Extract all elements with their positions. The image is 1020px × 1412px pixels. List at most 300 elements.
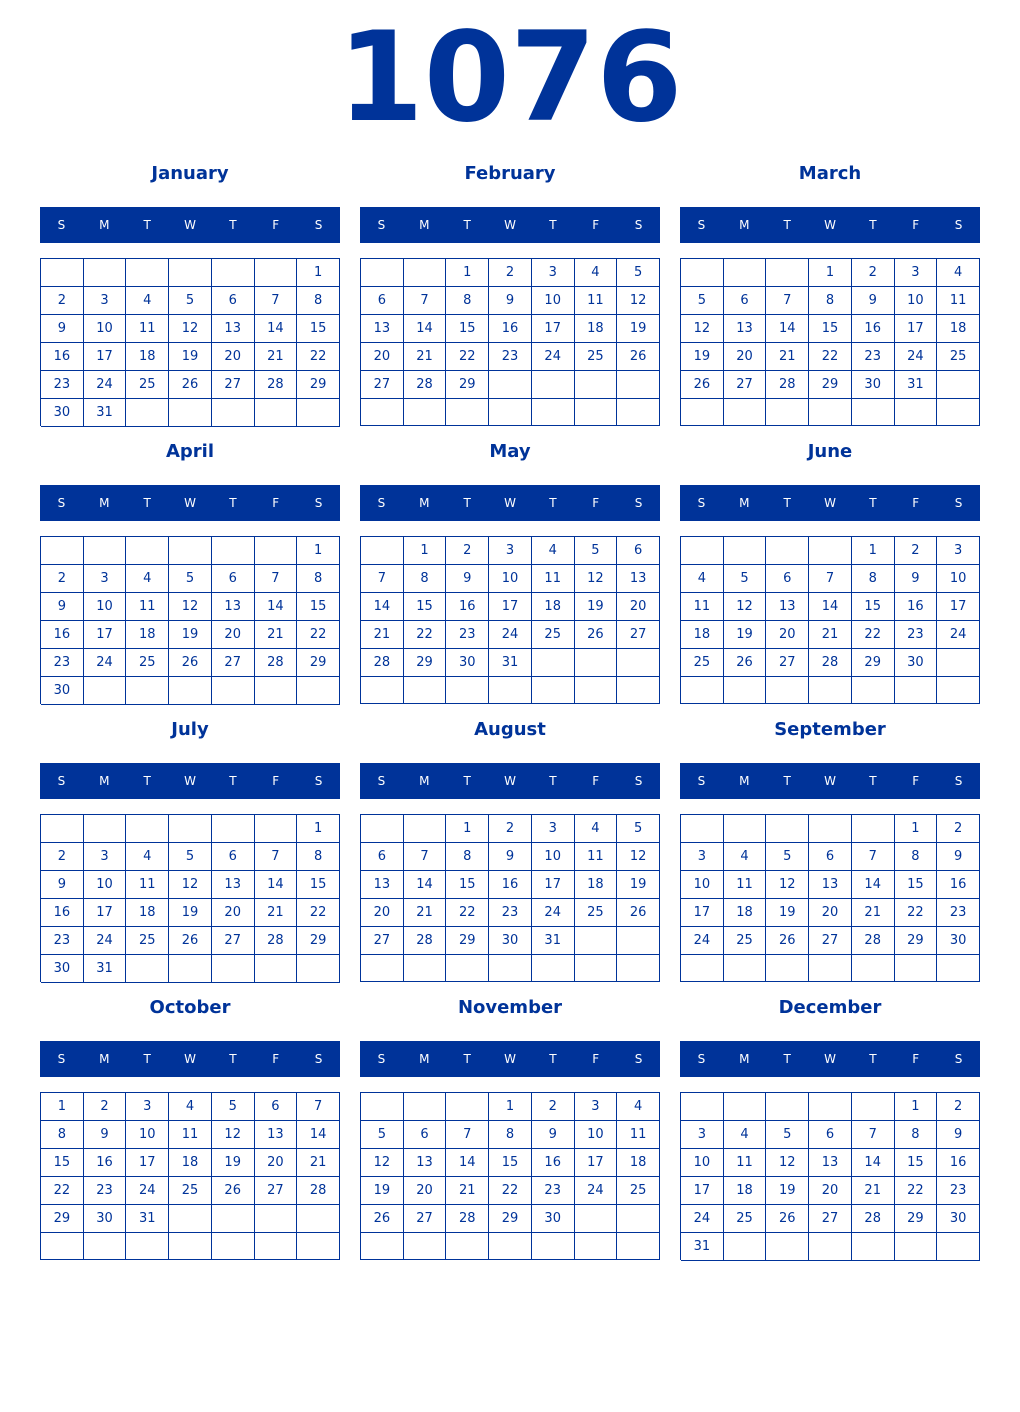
- empty-day-cell: [489, 399, 532, 426]
- weekday-label: T: [549, 218, 557, 232]
- weekday-label: S: [377, 774, 386, 788]
- empty-day-cell: [446, 399, 489, 426]
- month-name: March: [798, 163, 862, 184]
- day-cell: 4: [617, 1093, 660, 1121]
- empty-day-cell: [766, 1093, 809, 1121]
- weekday-label: M: [419, 496, 430, 510]
- day-cell: 2: [446, 537, 489, 565]
- day-cell: 18: [617, 1149, 660, 1177]
- day-cell: 28: [809, 649, 852, 677]
- day-cell: 9: [937, 843, 980, 871]
- weekday-label: S: [377, 1052, 386, 1066]
- weekday-label: F: [272, 1052, 280, 1066]
- empty-day-cell: [84, 1233, 127, 1260]
- day-cell: 23: [895, 621, 938, 649]
- day-cell: 20: [404, 1177, 447, 1205]
- empty-day-cell: [126, 537, 169, 565]
- day-cell: 31: [84, 399, 127, 427]
- day-cell: 24: [681, 1205, 724, 1233]
- day-cell: 13: [724, 315, 767, 343]
- day-cell: 12: [169, 871, 212, 899]
- day-cell: 26: [766, 1205, 809, 1233]
- weekday-label: S: [314, 496, 323, 510]
- day-cell: 25: [575, 899, 618, 927]
- empty-day-cell: [681, 1093, 724, 1121]
- day-cell: 8: [297, 565, 340, 593]
- empty-day-cell: [169, 815, 212, 843]
- day-cell: 26: [724, 649, 767, 677]
- day-cell: 23: [937, 1177, 980, 1205]
- month-name: February: [464, 163, 556, 184]
- empty-day-cell: [255, 1205, 298, 1233]
- empty-day-cell: [126, 399, 169, 427]
- day-cell: 7: [255, 287, 298, 315]
- weekday-label: S: [314, 1052, 323, 1066]
- day-cell: 29: [297, 927, 340, 955]
- empty-day-cell: [169, 1233, 212, 1260]
- weekday-label: M: [99, 1052, 110, 1066]
- day-cell: 18: [937, 315, 980, 343]
- empty-day-cell: [446, 1093, 489, 1121]
- empty-day-cell: [937, 649, 980, 677]
- empty-day-cell: [681, 537, 724, 565]
- weekday-label: T: [869, 1052, 877, 1066]
- weekday-label: S: [954, 774, 963, 788]
- weekday-label: S: [634, 1052, 643, 1066]
- day-cell: 3: [489, 537, 532, 565]
- day-cell: 15: [297, 315, 340, 343]
- day-cell: 28: [446, 1205, 489, 1233]
- day-cell: 10: [126, 1121, 169, 1149]
- day-cell: 21: [361, 621, 404, 649]
- day-cell: 9: [84, 1121, 127, 1149]
- weekday-label: T: [869, 496, 877, 510]
- weekday-label: T: [783, 774, 791, 788]
- empty-day-cell: [297, 955, 340, 983]
- day-cell: 27: [212, 371, 255, 399]
- day-cell: 18: [126, 621, 169, 649]
- day-cell: 25: [937, 343, 980, 371]
- day-cell: 15: [41, 1149, 84, 1177]
- day-cell: 11: [724, 1149, 767, 1177]
- empty-day-cell: [724, 1233, 767, 1261]
- day-cell: 6: [255, 1093, 298, 1121]
- day-cell: 17: [489, 593, 532, 621]
- weekday-label: T: [143, 774, 151, 788]
- day-cell: 29: [895, 927, 938, 955]
- weekday-label: W: [824, 774, 836, 788]
- day-cell: 7: [766, 287, 809, 315]
- empty-day-cell: [895, 1233, 938, 1261]
- day-cell: 29: [297, 371, 340, 399]
- day-cell: 5: [766, 1121, 809, 1149]
- day-cell: 31: [681, 1233, 724, 1261]
- weekday-label: T: [229, 496, 237, 510]
- day-cell: 24: [532, 899, 575, 927]
- day-cell: 10: [84, 315, 127, 343]
- day-cell: 5: [724, 565, 767, 593]
- day-cell: 12: [724, 593, 767, 621]
- weekday-label: W: [504, 774, 516, 788]
- day-cell: 13: [255, 1121, 298, 1149]
- day-cell: 10: [84, 593, 127, 621]
- weekday-label: T: [463, 496, 471, 510]
- day-cell: 29: [895, 1205, 938, 1233]
- day-cell: 6: [212, 843, 255, 871]
- day-cell: 20: [809, 1177, 852, 1205]
- day-cell: 14: [404, 871, 447, 899]
- weekday-label: W: [184, 1052, 196, 1066]
- day-cell: 25: [575, 343, 618, 371]
- day-cell: 15: [297, 871, 340, 899]
- empty-day-cell: [575, 955, 618, 982]
- day-cell: 28: [852, 927, 895, 955]
- day-cell: 26: [617, 343, 660, 371]
- day-cell: 14: [361, 593, 404, 621]
- day-cell: 11: [126, 315, 169, 343]
- day-cell: 1: [446, 815, 489, 843]
- day-cell: 3: [681, 1121, 724, 1149]
- empty-day-cell: [724, 537, 767, 565]
- day-cell: 20: [212, 899, 255, 927]
- day-cell: 23: [84, 1177, 127, 1205]
- day-cell: 14: [809, 593, 852, 621]
- weekday-label: M: [739, 774, 750, 788]
- weekday-label: S: [634, 496, 643, 510]
- day-cell: 21: [255, 343, 298, 371]
- day-cell: 13: [361, 871, 404, 899]
- empty-day-cell: [361, 955, 404, 982]
- empty-day-cell: [361, 259, 404, 287]
- day-cell: 29: [809, 371, 852, 399]
- weekday-label: W: [504, 218, 516, 232]
- day-cell: 9: [532, 1121, 575, 1149]
- empty-day-cell: [617, 927, 660, 955]
- day-cell: 25: [681, 649, 724, 677]
- day-cell: 10: [489, 565, 532, 593]
- empty-day-cell: [255, 677, 298, 705]
- day-cell: 11: [575, 287, 618, 315]
- day-cell: 2: [937, 815, 980, 843]
- day-cell: 15: [297, 593, 340, 621]
- empty-day-cell: [724, 1093, 767, 1121]
- day-cell: 15: [446, 871, 489, 899]
- day-cell: 23: [937, 899, 980, 927]
- empty-day-cell: [212, 1205, 255, 1233]
- day-cell: 17: [532, 315, 575, 343]
- day-cell: 10: [681, 871, 724, 899]
- empty-day-cell: [617, 649, 660, 677]
- day-cell: 16: [41, 899, 84, 927]
- day-cell: 26: [169, 649, 212, 677]
- day-cell: 17: [84, 899, 127, 927]
- day-grid: [680, 258, 980, 426]
- day-cell: 7: [361, 565, 404, 593]
- empty-day-cell: [169, 259, 212, 287]
- day-cell: 11: [126, 871, 169, 899]
- day-cell: 22: [297, 343, 340, 371]
- weekday-header: [360, 1041, 660, 1077]
- empty-day-cell: [297, 1205, 340, 1233]
- day-cell: 16: [852, 315, 895, 343]
- weekday-label: M: [419, 218, 430, 232]
- day-cell: 29: [41, 1205, 84, 1233]
- day-cell: 27: [212, 927, 255, 955]
- empty-day-cell: [809, 1233, 852, 1261]
- weekday-label: T: [783, 1052, 791, 1066]
- day-cell: 5: [169, 565, 212, 593]
- day-cell: 27: [809, 1205, 852, 1233]
- day-cell: 15: [489, 1149, 532, 1177]
- empty-day-cell: [809, 1093, 852, 1121]
- day-cell: 4: [681, 565, 724, 593]
- day-cell: 26: [169, 371, 212, 399]
- empty-day-cell: [937, 955, 980, 982]
- day-cell: 27: [404, 1205, 447, 1233]
- day-cell: 2: [852, 259, 895, 287]
- day-grid: [680, 814, 980, 982]
- day-cell: 3: [532, 815, 575, 843]
- empty-day-cell: [126, 677, 169, 705]
- empty-day-cell: [255, 815, 298, 843]
- weekday-label: T: [463, 774, 471, 788]
- day-cell: 20: [809, 899, 852, 927]
- day-cell: 6: [809, 1121, 852, 1149]
- day-cell: 8: [297, 287, 340, 315]
- day-grid: [40, 258, 340, 426]
- empty-day-cell: [766, 677, 809, 704]
- weekday-label: M: [99, 496, 110, 510]
- day-cell: 31: [895, 371, 938, 399]
- weekday-label: T: [549, 496, 557, 510]
- month-name: November: [457, 997, 563, 1018]
- day-cell: 20: [212, 343, 255, 371]
- weekday-label: T: [783, 496, 791, 510]
- day-cell: 16: [937, 1149, 980, 1177]
- day-cell: 17: [681, 899, 724, 927]
- day-cell: 1: [297, 815, 340, 843]
- day-cell: 15: [895, 1149, 938, 1177]
- weekday-label: S: [57, 1052, 66, 1066]
- empty-day-cell: [404, 1093, 447, 1121]
- empty-day-cell: [766, 259, 809, 287]
- day-cell: 8: [446, 287, 489, 315]
- empty-day-cell: [575, 399, 618, 426]
- empty-day-cell: [41, 259, 84, 287]
- empty-day-cell: [169, 399, 212, 427]
- day-cell: 9: [41, 871, 84, 899]
- day-cell: 10: [575, 1121, 618, 1149]
- day-cell: 23: [489, 899, 532, 927]
- day-cell: 17: [681, 1177, 724, 1205]
- day-cell: 6: [724, 287, 767, 315]
- day-cell: 7: [404, 287, 447, 315]
- day-cell: 23: [41, 927, 84, 955]
- day-cell: 24: [126, 1177, 169, 1205]
- day-cell: 20: [255, 1149, 298, 1177]
- day-cell: 2: [41, 287, 84, 315]
- month-name: October: [149, 997, 231, 1018]
- day-cell: 26: [169, 927, 212, 955]
- day-cell: 28: [404, 371, 447, 399]
- day-cell: 5: [617, 259, 660, 287]
- empty-day-cell: [404, 399, 447, 426]
- weekday-label: F: [592, 218, 600, 232]
- weekday-label: W: [184, 496, 196, 510]
- empty-day-cell: [404, 1233, 447, 1260]
- day-cell: 27: [617, 621, 660, 649]
- empty-day-cell: [84, 537, 127, 565]
- day-cell: 21: [297, 1149, 340, 1177]
- empty-day-cell: [126, 259, 169, 287]
- day-cell: 11: [617, 1121, 660, 1149]
- day-cell: 30: [41, 955, 84, 983]
- empty-day-cell: [126, 955, 169, 983]
- month-name: December: [778, 997, 882, 1018]
- day-cell: 12: [617, 287, 660, 315]
- day-cell: 16: [446, 593, 489, 621]
- day-cell: 31: [84, 955, 127, 983]
- weekday-label: T: [143, 496, 151, 510]
- day-cell: 22: [41, 1177, 84, 1205]
- day-cell: 24: [937, 621, 980, 649]
- day-cell: 25: [126, 927, 169, 955]
- empty-day-cell: [361, 399, 404, 426]
- day-cell: 2: [84, 1093, 127, 1121]
- empty-day-cell: [852, 677, 895, 704]
- day-cell: 13: [809, 871, 852, 899]
- empty-day-cell: [766, 815, 809, 843]
- empty-day-cell: [617, 955, 660, 982]
- empty-day-cell: [852, 1233, 895, 1261]
- empty-day-cell: [212, 955, 255, 983]
- day-cell: 26: [212, 1177, 255, 1205]
- day-cell: 19: [169, 343, 212, 371]
- day-cell: 16: [41, 343, 84, 371]
- day-cell: 29: [297, 649, 340, 677]
- empty-day-cell: [169, 677, 212, 705]
- day-cell: 5: [361, 1121, 404, 1149]
- day-cell: 14: [255, 315, 298, 343]
- day-cell: 31: [489, 649, 532, 677]
- day-cell: 27: [212, 649, 255, 677]
- weekday-header: [680, 1041, 980, 1077]
- month-name: July: [171, 719, 209, 740]
- day-cell: 1: [852, 537, 895, 565]
- day-cell: 30: [84, 1205, 127, 1233]
- day-cell: 18: [724, 899, 767, 927]
- day-cell: 4: [575, 259, 618, 287]
- weekday-label: T: [463, 218, 471, 232]
- day-cell: 12: [766, 1149, 809, 1177]
- day-cell: 10: [681, 1149, 724, 1177]
- empty-day-cell: [724, 815, 767, 843]
- weekday-label: S: [954, 218, 963, 232]
- day-cell: 3: [895, 259, 938, 287]
- day-cell: 20: [212, 621, 255, 649]
- day-cell: 15: [404, 593, 447, 621]
- weekday-header: [360, 207, 660, 243]
- weekday-label: S: [697, 1052, 706, 1066]
- day-cell: 24: [575, 1177, 618, 1205]
- day-cell: 18: [169, 1149, 212, 1177]
- empty-day-cell: [575, 649, 618, 677]
- weekday-label: S: [377, 218, 386, 232]
- empty-day-cell: [532, 955, 575, 982]
- day-cell: 24: [681, 927, 724, 955]
- day-cell: 22: [297, 621, 340, 649]
- empty-day-cell: [255, 399, 298, 427]
- empty-day-cell: [212, 537, 255, 565]
- day-cell: 22: [297, 899, 340, 927]
- day-cell: 30: [852, 371, 895, 399]
- day-cell: 5: [169, 287, 212, 315]
- day-cell: 16: [895, 593, 938, 621]
- day-cell: 1: [895, 1093, 938, 1121]
- empty-day-cell: [809, 955, 852, 982]
- day-cell: 19: [617, 871, 660, 899]
- day-cell: 7: [297, 1093, 340, 1121]
- day-cell: 8: [489, 1121, 532, 1149]
- empty-day-cell: [575, 371, 618, 399]
- day-grid: [40, 814, 340, 982]
- empty-day-cell: [937, 399, 980, 426]
- weekday-header: [680, 485, 980, 521]
- empty-day-cell: [361, 815, 404, 843]
- empty-day-cell: [766, 399, 809, 426]
- day-cell: 14: [255, 871, 298, 899]
- day-cell: 7: [852, 1121, 895, 1149]
- day-cell: 17: [532, 871, 575, 899]
- day-cell: 17: [575, 1149, 618, 1177]
- weekday-header: [40, 485, 340, 521]
- day-cell: 8: [41, 1121, 84, 1149]
- day-cell: 26: [361, 1205, 404, 1233]
- day-cell: 13: [361, 315, 404, 343]
- day-cell: 12: [212, 1121, 255, 1149]
- weekday-label: W: [824, 496, 836, 510]
- weekday-label: F: [912, 218, 920, 232]
- day-cell: 7: [852, 843, 895, 871]
- day-cell: 22: [446, 899, 489, 927]
- day-cell: 4: [126, 565, 169, 593]
- day-cell: 16: [489, 315, 532, 343]
- day-cell: 19: [724, 621, 767, 649]
- day-grid: [680, 1092, 980, 1260]
- empty-day-cell: [617, 399, 660, 426]
- day-cell: 11: [169, 1121, 212, 1149]
- day-cell: 13: [617, 565, 660, 593]
- empty-day-cell: [255, 955, 298, 983]
- day-cell: 14: [255, 593, 298, 621]
- day-cell: 26: [681, 371, 724, 399]
- day-cell: 17: [84, 343, 127, 371]
- day-cell: 30: [489, 927, 532, 955]
- day-cell: 8: [852, 565, 895, 593]
- day-cell: 30: [41, 399, 84, 427]
- empty-day-cell: [724, 955, 767, 982]
- day-cell: 19: [766, 899, 809, 927]
- empty-day-cell: [575, 1205, 618, 1233]
- day-cell: 2: [937, 1093, 980, 1121]
- day-grid: [360, 814, 660, 982]
- empty-day-cell: [212, 677, 255, 705]
- weekday-header: [680, 207, 980, 243]
- day-cell: 16: [84, 1149, 127, 1177]
- empty-day-cell: [84, 815, 127, 843]
- weekday-label: S: [377, 496, 386, 510]
- weekday-label: F: [272, 218, 280, 232]
